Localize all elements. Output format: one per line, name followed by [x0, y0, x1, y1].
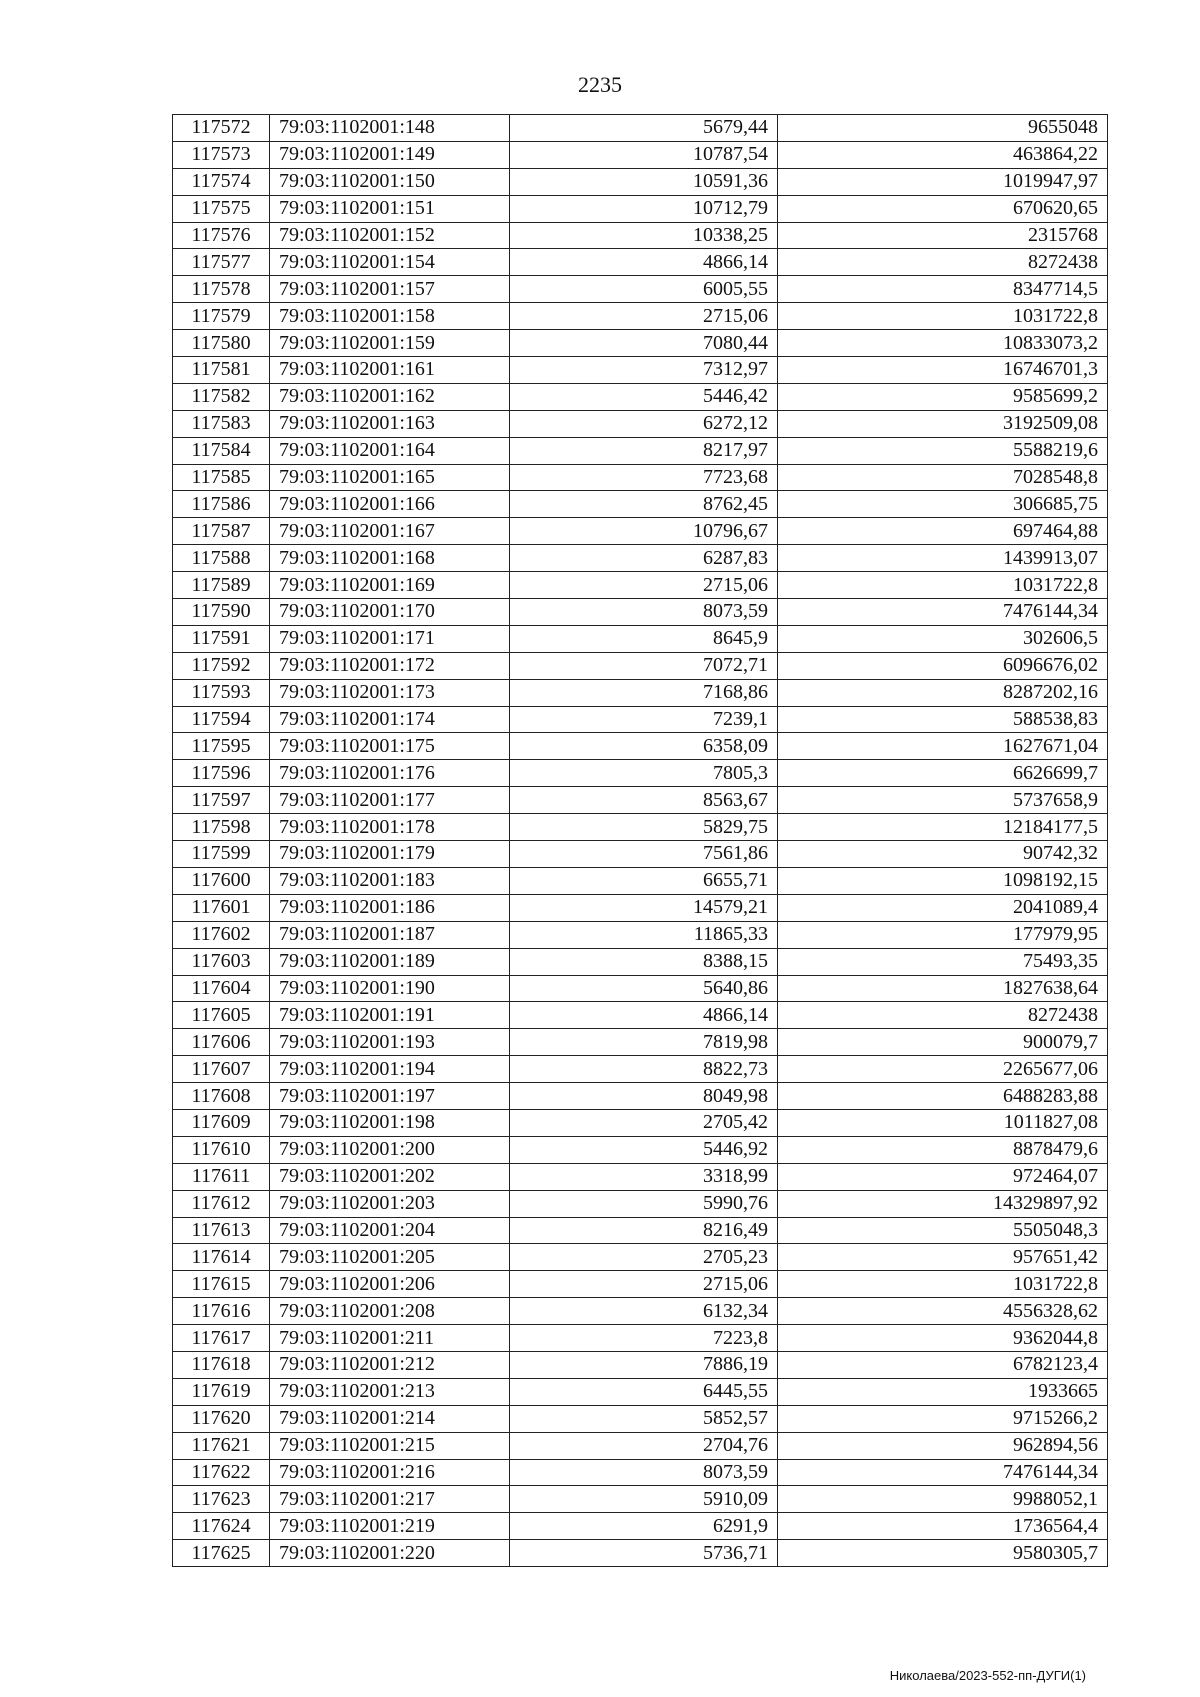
cadastral-number-cell: 79:03:1102001:202 — [270, 1163, 510, 1190]
table-body — [173, 115, 1108, 1567]
value-cell: 670620,65 — [778, 195, 1108, 222]
table-row — [173, 437, 1108, 464]
table-row — [173, 141, 1108, 168]
value-cell: 8287202,16 — [778, 679, 1108, 706]
value-cell: 6488283,88 — [778, 1083, 1108, 1110]
value-cell: 588538,83 — [778, 706, 1108, 733]
cadastral-number-cell: 79:03:1102001:193 — [270, 1029, 510, 1056]
value-cell: 697464,88 — [778, 518, 1108, 545]
value-cell: 8347714,5 — [778, 276, 1108, 303]
row-number-cell: 117621 — [173, 1432, 270, 1459]
cadastral-number-cell: 79:03:1102001:212 — [270, 1351, 510, 1378]
area-cell: 5679,44 — [510, 115, 778, 142]
table-row — [173, 1190, 1108, 1217]
row-number-cell: 117606 — [173, 1029, 270, 1056]
row-number-cell: 117622 — [173, 1459, 270, 1486]
value-cell: 962894,56 — [778, 1432, 1108, 1459]
cadastral-number-cell: 79:03:1102001:165 — [270, 464, 510, 491]
value-cell: 75493,35 — [778, 948, 1108, 975]
cadastral-number-cell: 79:03:1102001:176 — [270, 760, 510, 787]
table-row — [173, 975, 1108, 1002]
area-cell: 10796,67 — [510, 518, 778, 545]
cadastral-number-cell: 79:03:1102001:186 — [270, 894, 510, 921]
area-cell: 2715,06 — [510, 303, 778, 330]
table-row — [173, 625, 1108, 652]
cadastral-number-cell: 79:03:1102001:164 — [270, 437, 510, 464]
area-cell: 3318,99 — [510, 1163, 778, 1190]
row-number-cell: 117613 — [173, 1217, 270, 1244]
value-cell: 8272438 — [778, 1002, 1108, 1029]
area-cell: 7561,86 — [510, 841, 778, 868]
table-row — [173, 1217, 1108, 1244]
table-row — [173, 1083, 1108, 1110]
table-row — [173, 1109, 1108, 1136]
cadastral-number-cell: 79:03:1102001:187 — [270, 921, 510, 948]
row-number-cell: 117601 — [173, 894, 270, 921]
area-cell: 7819,98 — [510, 1029, 778, 1056]
value-cell: 14329897,92 — [778, 1190, 1108, 1217]
area-cell: 5829,75 — [510, 814, 778, 841]
table-row — [173, 1459, 1108, 1486]
cadastral-number-cell: 79:03:1102001:203 — [270, 1190, 510, 1217]
table-row — [173, 303, 1108, 330]
row-number-cell: 117616 — [173, 1298, 270, 1325]
area-cell: 2715,06 — [510, 572, 778, 599]
table-row — [173, 921, 1108, 948]
area-cell: 8645,9 — [510, 625, 778, 652]
cadastral-number-cell: 79:03:1102001:179 — [270, 841, 510, 868]
table-row — [173, 1056, 1108, 1083]
value-cell: 972464,07 — [778, 1163, 1108, 1190]
row-number-cell: 117608 — [173, 1083, 270, 1110]
table-row — [173, 276, 1108, 303]
area-cell: 8049,98 — [510, 1083, 778, 1110]
cadastral-number-cell: 79:03:1102001:152 — [270, 222, 510, 249]
area-cell: 5990,76 — [510, 1190, 778, 1217]
value-cell: 1736564,4 — [778, 1513, 1108, 1540]
table-row — [173, 1351, 1108, 1378]
cadastral-number-cell: 79:03:1102001:204 — [270, 1217, 510, 1244]
row-number-cell: 117620 — [173, 1405, 270, 1432]
value-cell: 5737658,9 — [778, 787, 1108, 814]
table-row — [173, 1002, 1108, 1029]
row-number-cell: 117615 — [173, 1271, 270, 1298]
area-cell: 5852,57 — [510, 1405, 778, 1432]
table-row — [173, 1298, 1108, 1325]
value-cell: 900079,7 — [778, 1029, 1108, 1056]
table-row — [173, 1136, 1108, 1163]
row-number-cell: 117597 — [173, 787, 270, 814]
row-number-cell: 117585 — [173, 464, 270, 491]
area-cell: 7723,68 — [510, 464, 778, 491]
row-number-cell: 117575 — [173, 195, 270, 222]
cadastral-number-cell: 79:03:1102001:200 — [270, 1136, 510, 1163]
area-cell: 8822,73 — [510, 1056, 778, 1083]
table-row — [173, 1325, 1108, 1352]
table-row — [173, 195, 1108, 222]
row-number-cell: 117591 — [173, 625, 270, 652]
row-number-cell: 117584 — [173, 437, 270, 464]
cadastral-number-cell: 79:03:1102001:175 — [270, 733, 510, 760]
row-number-cell: 117580 — [173, 330, 270, 357]
cadastral-number-cell: 79:03:1102001:172 — [270, 652, 510, 679]
area-cell: 6287,83 — [510, 545, 778, 572]
area-cell: 2705,23 — [510, 1244, 778, 1271]
cadastral-number-cell: 79:03:1102001:166 — [270, 491, 510, 518]
value-cell: 7476144,34 — [778, 1459, 1108, 1486]
data-table — [172, 114, 1108, 1567]
row-number-cell: 117579 — [173, 303, 270, 330]
value-cell: 6626699,7 — [778, 760, 1108, 787]
table-row — [173, 679, 1108, 706]
cadastral-number-cell: 79:03:1102001:154 — [270, 249, 510, 276]
row-number-cell: 117598 — [173, 814, 270, 841]
table-row — [173, 841, 1108, 868]
cadastral-number-cell: 79:03:1102001:173 — [270, 679, 510, 706]
cadastral-number-cell: 79:03:1102001:220 — [270, 1540, 510, 1567]
area-cell: 8388,15 — [510, 948, 778, 975]
cadastral-number-cell: 79:03:1102001:217 — [270, 1486, 510, 1513]
cadastral-number-cell: 79:03:1102001:149 — [270, 141, 510, 168]
table-row — [173, 1486, 1108, 1513]
value-cell: 7476144,34 — [778, 599, 1108, 626]
table-row — [173, 1244, 1108, 1271]
table-row — [173, 599, 1108, 626]
cadastral-number-cell: 79:03:1102001:178 — [270, 814, 510, 841]
table-row — [173, 330, 1108, 357]
row-number-cell: 117611 — [173, 1163, 270, 1190]
area-cell: 6132,34 — [510, 1298, 778, 1325]
area-cell: 6272,12 — [510, 410, 778, 437]
table-row — [173, 867, 1108, 894]
value-cell: 1031722,8 — [778, 303, 1108, 330]
value-cell: 10833073,2 — [778, 330, 1108, 357]
table-row — [173, 572, 1108, 599]
row-number-cell: 117617 — [173, 1325, 270, 1352]
table-row — [173, 1540, 1108, 1567]
area-cell: 8073,59 — [510, 599, 778, 626]
cadastral-number-cell: 79:03:1102001:211 — [270, 1325, 510, 1352]
cadastral-number-cell: 79:03:1102001:174 — [270, 706, 510, 733]
area-cell: 5736,71 — [510, 1540, 778, 1567]
row-number-cell: 117592 — [173, 652, 270, 679]
cadastral-number-cell: 79:03:1102001:157 — [270, 276, 510, 303]
table-row — [173, 1513, 1108, 1540]
table-row — [173, 491, 1108, 518]
value-cell: 12184177,5 — [778, 814, 1108, 841]
table-row — [173, 814, 1108, 841]
value-cell: 9362044,8 — [778, 1325, 1108, 1352]
cadastral-number-cell: 79:03:1102001:205 — [270, 1244, 510, 1271]
area-cell: 6445,55 — [510, 1378, 778, 1405]
value-cell: 2041089,4 — [778, 894, 1108, 921]
value-cell: 6096676,02 — [778, 652, 1108, 679]
value-cell: 1933665 — [778, 1378, 1108, 1405]
row-number-cell: 117578 — [173, 276, 270, 303]
value-cell: 3192509,08 — [778, 410, 1108, 437]
table-row — [173, 1405, 1108, 1432]
row-number-cell: 117594 — [173, 706, 270, 733]
area-cell: 7072,71 — [510, 652, 778, 679]
row-number-cell: 117583 — [173, 410, 270, 437]
cadastral-number-cell: 79:03:1102001:206 — [270, 1271, 510, 1298]
value-cell: 4556328,62 — [778, 1298, 1108, 1325]
value-cell: 8272438 — [778, 249, 1108, 276]
area-cell: 2715,06 — [510, 1271, 778, 1298]
row-number-cell: 117610 — [173, 1136, 270, 1163]
area-cell: 7886,19 — [510, 1351, 778, 1378]
area-cell: 6005,55 — [510, 276, 778, 303]
cadastral-number-cell: 79:03:1102001:162 — [270, 383, 510, 410]
value-cell: 463864,22 — [778, 141, 1108, 168]
row-number-cell: 117612 — [173, 1190, 270, 1217]
area-cell: 7080,44 — [510, 330, 778, 357]
value-cell: 5505048,3 — [778, 1217, 1108, 1244]
cadastral-number-cell: 79:03:1102001:190 — [270, 975, 510, 1002]
cadastral-number-cell: 79:03:1102001:198 — [270, 1109, 510, 1136]
table-row — [173, 706, 1108, 733]
area-cell: 8762,45 — [510, 491, 778, 518]
value-cell: 302606,5 — [778, 625, 1108, 652]
cadastral-number-cell: 79:03:1102001:213 — [270, 1378, 510, 1405]
area-cell: 14579,21 — [510, 894, 778, 921]
cadastral-number-cell: 79:03:1102001:177 — [270, 787, 510, 814]
area-cell: 10591,36 — [510, 168, 778, 195]
cadastral-number-cell: 79:03:1102001:197 — [270, 1083, 510, 1110]
value-cell: 7028548,8 — [778, 464, 1108, 491]
table-row — [173, 1271, 1108, 1298]
row-number-cell: 117605 — [173, 1002, 270, 1029]
table-row — [173, 383, 1108, 410]
table-row — [173, 948, 1108, 975]
area-cell: 8216,49 — [510, 1217, 778, 1244]
area-cell: 5640,86 — [510, 975, 778, 1002]
value-cell: 1031722,8 — [778, 1271, 1108, 1298]
value-cell: 5588219,6 — [778, 437, 1108, 464]
area-cell: 5446,92 — [510, 1136, 778, 1163]
row-number-cell: 117614 — [173, 1244, 270, 1271]
table-row — [173, 357, 1108, 384]
row-number-cell: 117587 — [173, 518, 270, 545]
value-cell: 9715266,2 — [778, 1405, 1108, 1432]
row-number-cell: 117607 — [173, 1056, 270, 1083]
area-cell: 7805,3 — [510, 760, 778, 787]
table-row — [173, 1029, 1108, 1056]
row-number-cell: 117624 — [173, 1513, 270, 1540]
table-row — [173, 1432, 1108, 1459]
row-number-cell: 117602 — [173, 921, 270, 948]
row-number-cell: 117574 — [173, 168, 270, 195]
area-cell: 8563,67 — [510, 787, 778, 814]
value-cell: 1827638,64 — [778, 975, 1108, 1002]
cadastral-number-cell: 79:03:1102001:159 — [270, 330, 510, 357]
table-row — [173, 652, 1108, 679]
row-number-cell: 117618 — [173, 1351, 270, 1378]
value-cell: 2265677,06 — [778, 1056, 1108, 1083]
cadastral-number-cell: 79:03:1102001:219 — [270, 1513, 510, 1540]
table-row — [173, 464, 1108, 491]
cadastral-number-cell: 79:03:1102001:170 — [270, 599, 510, 626]
row-number-cell: 117582 — [173, 383, 270, 410]
area-cell: 11865,33 — [510, 921, 778, 948]
row-number-cell: 117588 — [173, 545, 270, 572]
cadastral-number-cell: 79:03:1102001:169 — [270, 572, 510, 599]
table-row — [173, 1163, 1108, 1190]
row-number-cell: 117603 — [173, 948, 270, 975]
value-cell: 9988052,1 — [778, 1486, 1108, 1513]
row-number-cell: 117619 — [173, 1378, 270, 1405]
cadastral-number-cell: 79:03:1102001:163 — [270, 410, 510, 437]
value-cell: 1019947,97 — [778, 168, 1108, 195]
table-row — [173, 249, 1108, 276]
row-number-cell: 117593 — [173, 679, 270, 706]
value-cell: 177979,95 — [778, 921, 1108, 948]
value-cell: 1031722,8 — [778, 572, 1108, 599]
cadastral-number-cell: 79:03:1102001:151 — [270, 195, 510, 222]
area-cell: 4866,14 — [510, 1002, 778, 1029]
row-number-cell: 117596 — [173, 760, 270, 787]
row-number-cell: 117572 — [173, 115, 270, 142]
area-cell: 6358,09 — [510, 733, 778, 760]
area-cell: 8217,97 — [510, 437, 778, 464]
cadastral-number-cell: 79:03:1102001:189 — [270, 948, 510, 975]
row-number-cell: 117573 — [173, 141, 270, 168]
cadastral-number-cell: 79:03:1102001:191 — [270, 1002, 510, 1029]
cadastral-number-cell: 79:03:1102001:161 — [270, 357, 510, 384]
table-row — [173, 518, 1108, 545]
area-cell: 2705,42 — [510, 1109, 778, 1136]
value-cell: 306685,75 — [778, 491, 1108, 518]
row-number-cell: 117576 — [173, 222, 270, 249]
table-row — [173, 222, 1108, 249]
area-cell: 5910,09 — [510, 1486, 778, 1513]
row-number-cell: 117595 — [173, 733, 270, 760]
row-number-cell: 117581 — [173, 357, 270, 384]
row-number-cell: 117590 — [173, 599, 270, 626]
table-row — [173, 410, 1108, 437]
cadastral-number-cell: 79:03:1102001:168 — [270, 545, 510, 572]
table-row — [173, 115, 1108, 142]
area-cell: 2704,76 — [510, 1432, 778, 1459]
value-cell: 9580305,7 — [778, 1540, 1108, 1567]
cadastral-number-cell: 79:03:1102001:148 — [270, 115, 510, 142]
row-number-cell: 117599 — [173, 841, 270, 868]
page-number: 2235 — [578, 72, 622, 97]
value-cell: 1011827,08 — [778, 1109, 1108, 1136]
value-cell: 1627671,04 — [778, 733, 1108, 760]
table-row — [173, 545, 1108, 572]
area-cell: 10338,25 — [510, 222, 778, 249]
area-cell: 7223,8 — [510, 1325, 778, 1352]
row-number-cell: 117589 — [173, 572, 270, 599]
table-row — [173, 168, 1108, 195]
cadastral-number-cell: 79:03:1102001:158 — [270, 303, 510, 330]
cadastral-number-cell: 79:03:1102001:208 — [270, 1298, 510, 1325]
area-cell: 10787,54 — [510, 141, 778, 168]
area-cell: 6291,9 — [510, 1513, 778, 1540]
value-cell: 9585699,2 — [778, 383, 1108, 410]
table-row — [173, 760, 1108, 787]
row-number-cell: 117600 — [173, 867, 270, 894]
cadastral-number-cell: 79:03:1102001:215 — [270, 1432, 510, 1459]
table-row — [173, 733, 1108, 760]
value-cell: 957651,42 — [778, 1244, 1108, 1271]
table-row — [173, 1378, 1108, 1405]
area-cell: 6655,71 — [510, 867, 778, 894]
area-cell: 4866,14 — [510, 249, 778, 276]
cadastral-number-cell: 79:03:1102001:171 — [270, 625, 510, 652]
cadastral-number-cell: 79:03:1102001:214 — [270, 1405, 510, 1432]
value-cell: 8878479,6 — [778, 1136, 1108, 1163]
area-cell: 10712,79 — [510, 195, 778, 222]
document-footer: Николаева/2023-552-пп-ДУГИ(1) — [889, 1668, 1086, 1683]
row-number-cell: 117609 — [173, 1109, 270, 1136]
value-cell: 9655048 — [778, 115, 1108, 142]
row-number-cell: 117623 — [173, 1486, 270, 1513]
value-cell: 1098192,15 — [778, 867, 1108, 894]
row-number-cell: 117604 — [173, 975, 270, 1002]
row-number-cell: 117577 — [173, 249, 270, 276]
area-cell: 8073,59 — [510, 1459, 778, 1486]
value-cell: 6782123,4 — [778, 1351, 1108, 1378]
value-cell: 90742,32 — [778, 841, 1108, 868]
cadastral-number-cell: 79:03:1102001:150 — [270, 168, 510, 195]
cadastral-number-cell: 79:03:1102001:216 — [270, 1459, 510, 1486]
area-cell: 7168,86 — [510, 679, 778, 706]
value-cell: 16746701,3 — [778, 357, 1108, 384]
cadastral-number-cell: 79:03:1102001:194 — [270, 1056, 510, 1083]
table-row — [173, 787, 1108, 814]
value-cell: 2315768 — [778, 222, 1108, 249]
row-number-cell: 117625 — [173, 1540, 270, 1567]
row-number-cell: 117586 — [173, 491, 270, 518]
area-cell: 5446,42 — [510, 383, 778, 410]
area-cell: 7239,1 — [510, 706, 778, 733]
area-cell: 7312,97 — [510, 357, 778, 384]
table-row — [173, 894, 1108, 921]
value-cell: 1439913,07 — [778, 545, 1108, 572]
cadastral-number-cell: 79:03:1102001:167 — [270, 518, 510, 545]
cadastral-number-cell: 79:03:1102001:183 — [270, 867, 510, 894]
